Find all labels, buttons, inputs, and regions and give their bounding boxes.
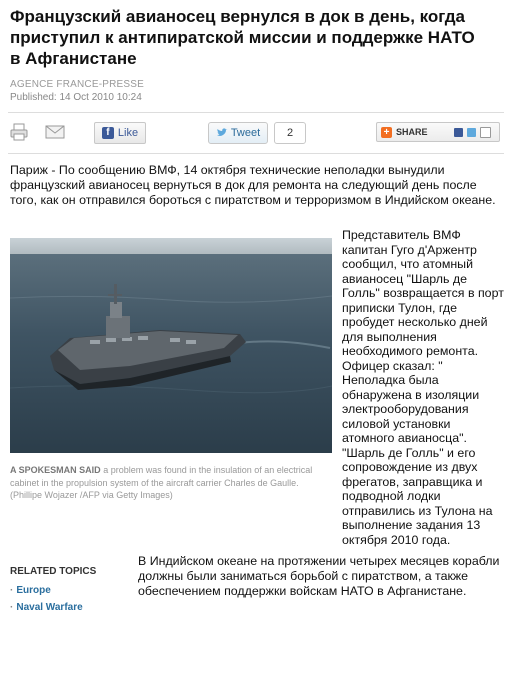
print-button[interactable] <box>10 122 28 142</box>
bottom-paragraph: В Индийском океане на протяжении четырех месяцев корабли должны были заниматься борьбой с пиратством, а также обеспечением поддержки войскам НАТО в Афганистане. <box>138 554 500 598</box>
like-label: Like <box>117 127 139 139</box>
envelope-icon <box>44 122 66 142</box>
facebook-mini-icon[interactable] <box>454 128 463 137</box>
related-topics-title: RELATED TOPICS <box>10 566 97 577</box>
facebook-icon: f <box>102 127 114 139</box>
article-headline: Французский авианосец вернулся в док в день, когда приступил к антипиратской миссии и поддержке НАТО в Афганистане <box>10 7 475 68</box>
twitter-mini-icon[interactable] <box>467 128 476 137</box>
related-topic-europe[interactable]: · Europe <box>10 585 51 596</box>
facebook-like-button[interactable] <box>94 122 146 144</box>
related-topic-naval-warfare[interactable]: · Naval Warfare <box>10 602 83 613</box>
tweet-label: Tweet <box>230 127 261 139</box>
share-label: SHARE <box>396 127 428 137</box>
email-button[interactable] <box>44 122 66 142</box>
email-mini-icon[interactable] <box>480 127 491 138</box>
tweet-button[interactable] <box>208 122 268 144</box>
tweet-count: 2 <box>274 122 306 144</box>
caption-text: a problem was found in the insulation of an electrical cabinet in the propulsion system of the aircraft carrier Charles de Gaulle. (Phillipe Wojazer /AFP via Getty Images) <box>10 465 313 500</box>
photo-caption <box>10 464 332 502</box>
printer-icon <box>10 122 28 142</box>
share-plus-icon: + <box>381 127 392 138</box>
body-right-column: Представитель ВМФ капитан Гуго д'Аржентр сообщил, что атомный авианосец "Шарль де Голль" возвращается в порт приписки Тулон, где пробудет несколько дней для выполнения необходимого ремонта. Офицер сказал: " Неполадка была обнаружена в изоляции электрооборудования силовой установки атомного авианосца". "Шарль де Голль" и его сопровождение из двух фрегатов, заправщика и подводной лодки отправились из Тулона на выполнение задания 13 октября 2010 года. <box>342 228 504 547</box>
caption-lead: A SPOKESMAN SAID <box>10 465 101 475</box>
lead-paragraph: Париж - По сообщению ВМФ, 14 октября технические неполадки вынудили французский авианосец вернуться в док для ремонта на следующий день после того, как он отправился бороться с пиратством и терроризмом в Индийском океане. <box>10 163 496 207</box>
aircraft-carrier-photo <box>10 238 332 453</box>
social-toolbar <box>8 112 504 154</box>
share-button[interactable] <box>376 122 500 142</box>
twitter-bird-icon <box>216 128 228 138</box>
published-date: Published: 14 Oct 2010 10:24 <box>10 92 142 103</box>
article-source: AGENCE FRANCE-PRESSE <box>10 79 145 90</box>
